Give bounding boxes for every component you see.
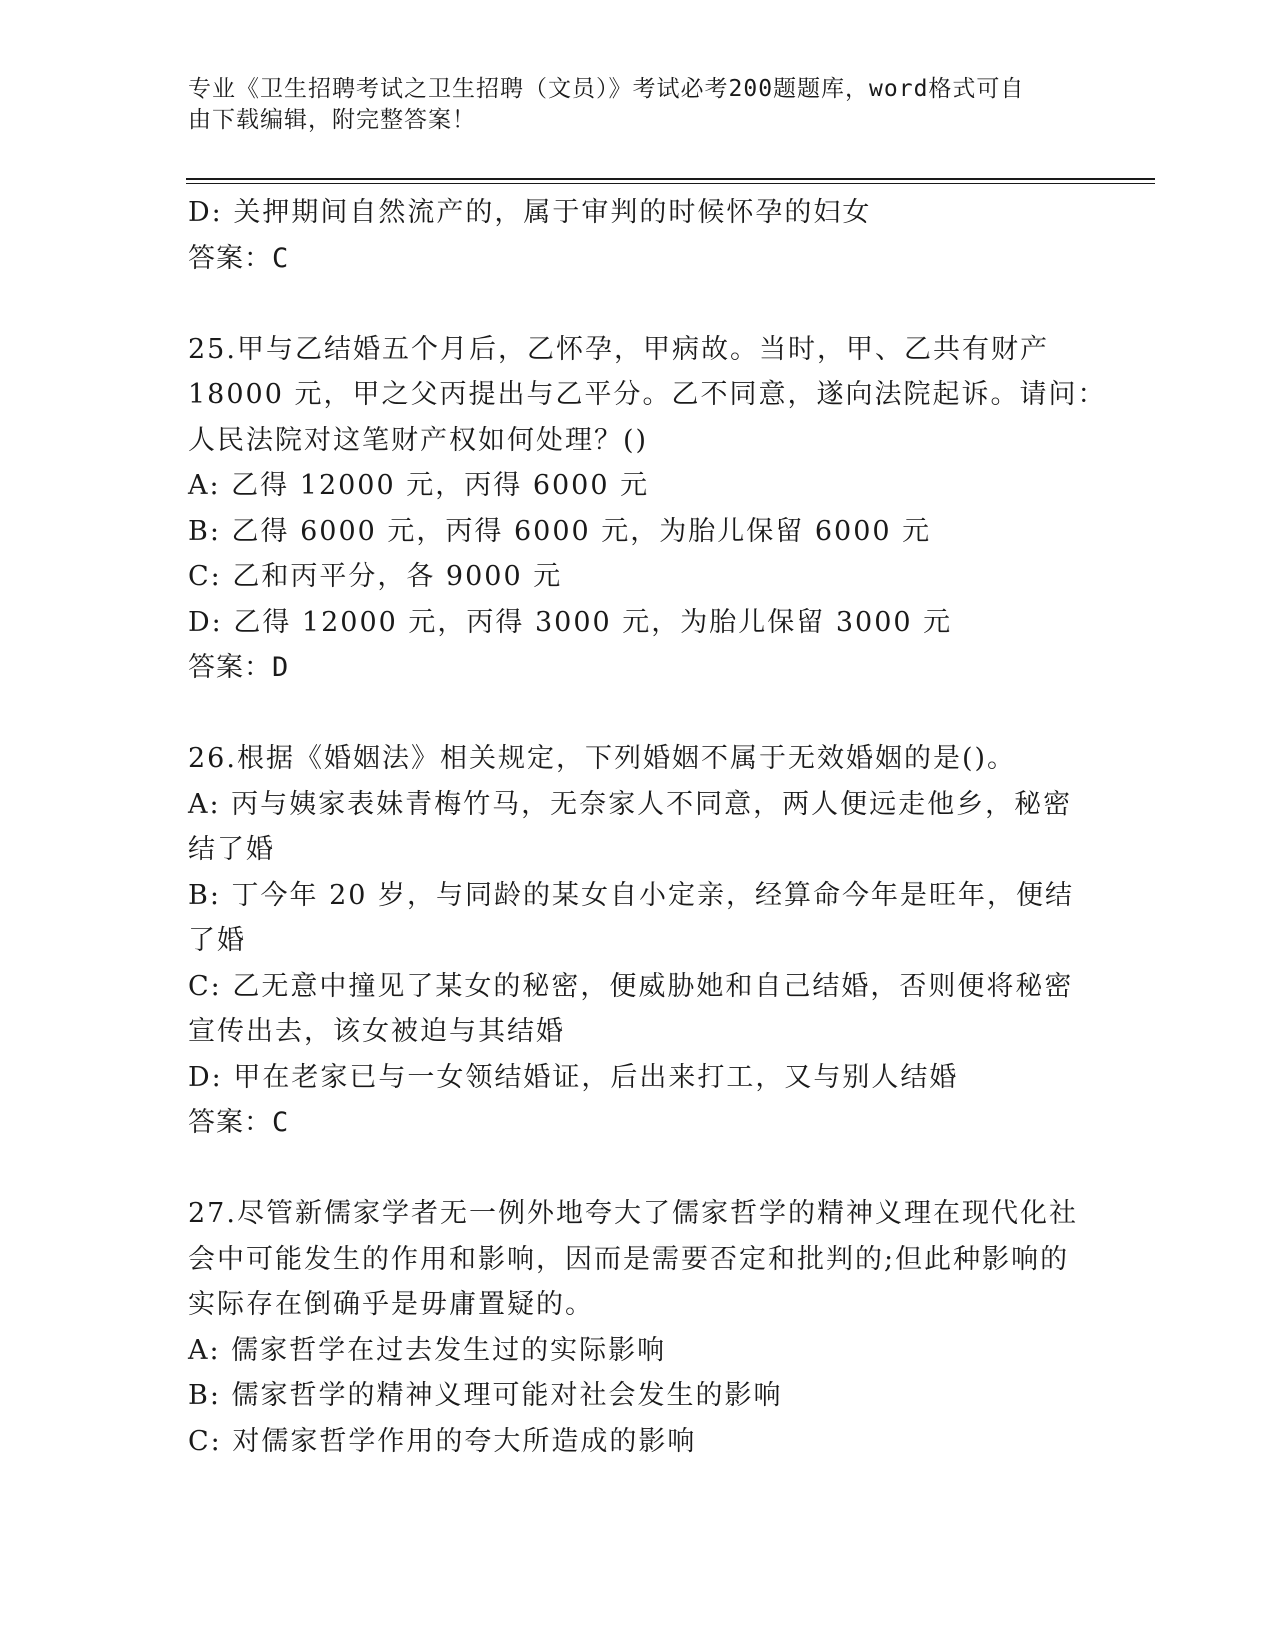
- option-a: A: 儒家哲学在过去发生过的实际影响: [188, 1334, 667, 1366]
- question-text: 实际存在倒确乎是毋庸置疑的。: [188, 1289, 594, 1320]
- header-line: 由下载编辑，附完整答案！: [188, 107, 476, 133]
- question-text: 25.甲与乙结婚五个月后，乙怀孕，甲病故。当时，甲、乙共有财产: [188, 333, 1049, 365]
- option-b-continued: 了婚: [188, 925, 246, 956]
- question-24-tail: [188, 190, 1088, 281]
- question-text: 人民法院对这笔财产权如何处理？(): [188, 424, 649, 456]
- header-divider: [186, 183, 1155, 184]
- option-c-continued: 宣传出去，该女被迫与其结婚: [188, 1016, 565, 1047]
- answer-label: 答案：C: [188, 242, 290, 274]
- header-line: 专业《卫生招聘考试之卫生招聘（文员）》考试必考200题题库，word格式可自: [188, 76, 1025, 102]
- spacer: [188, 281, 1088, 327]
- option-a-continued: 结了婚: [188, 834, 275, 865]
- question-text: 会中可能发生的作用和影响，因而是需要否定和批判的;但此种影响的: [188, 1243, 1070, 1275]
- option-b: B: 乙得 6000 元，丙得 6000 元，为胎儿保留 6000 元: [188, 515, 932, 547]
- document-header: [188, 74, 1078, 136]
- question-27: [188, 1191, 1088, 1464]
- option-d: D: 乙得 12000 元，丙得 3000 元，为胎儿保留 3000 元: [188, 606, 953, 638]
- question-text: 27.尽管新儒家学者无一例外地夸大了儒家哲学的精神义理在现代化社: [188, 1198, 1078, 1229]
- spacer: [188, 1146, 1088, 1192]
- answer-label: 答案：D: [188, 652, 290, 683]
- question-26: [188, 736, 1088, 1146]
- option-a: A: 乙得 12000 元，丙得 6000 元: [188, 470, 650, 501]
- option-c: C: 乙和丙平分，各 9000 元: [188, 561, 563, 592]
- option-d: D: 甲在老家已与一女领结婚证，后出来打工，又与别人结婚: [188, 1061, 959, 1093]
- question-25: [188, 327, 1107, 691]
- answer-label: 答案：C: [188, 1107, 290, 1138]
- header-divider: [186, 178, 1155, 180]
- option-d: D: 关押期间自然流产的，属于审判的时候怀孕的妇女: [188, 197, 872, 228]
- option-a: A: 丙与姨家表妹青梅竹马，无奈家人不同意，两人便远走他乡，秘密: [188, 788, 1073, 820]
- option-c: C: 乙无意中撞见了某女的秘密，便威胁她和自己结婚，否则便将秘密: [188, 970, 1074, 1002]
- question-text: 26.根据《婚姻法》相关规定，下列婚姻不属于无效婚姻的是()。: [188, 743, 1017, 774]
- option-b: B: 丁今年 20 岁，与同龄的某女自小定亲，经算命今年是旺年，便结: [188, 879, 1075, 911]
- question-list: [188, 190, 1107, 1464]
- spacer: [188, 691, 1088, 737]
- option-b: B: 儒家哲学的精神义理可能对社会发生的影响: [188, 1380, 783, 1411]
- option-c: C: 对儒家哲学作用的夸大所造成的影响: [188, 1425, 697, 1457]
- question-text: 18000 元，甲之父丙提出与乙平分。乙不同意，遂向法院起诉。请问：: [188, 379, 1107, 410]
